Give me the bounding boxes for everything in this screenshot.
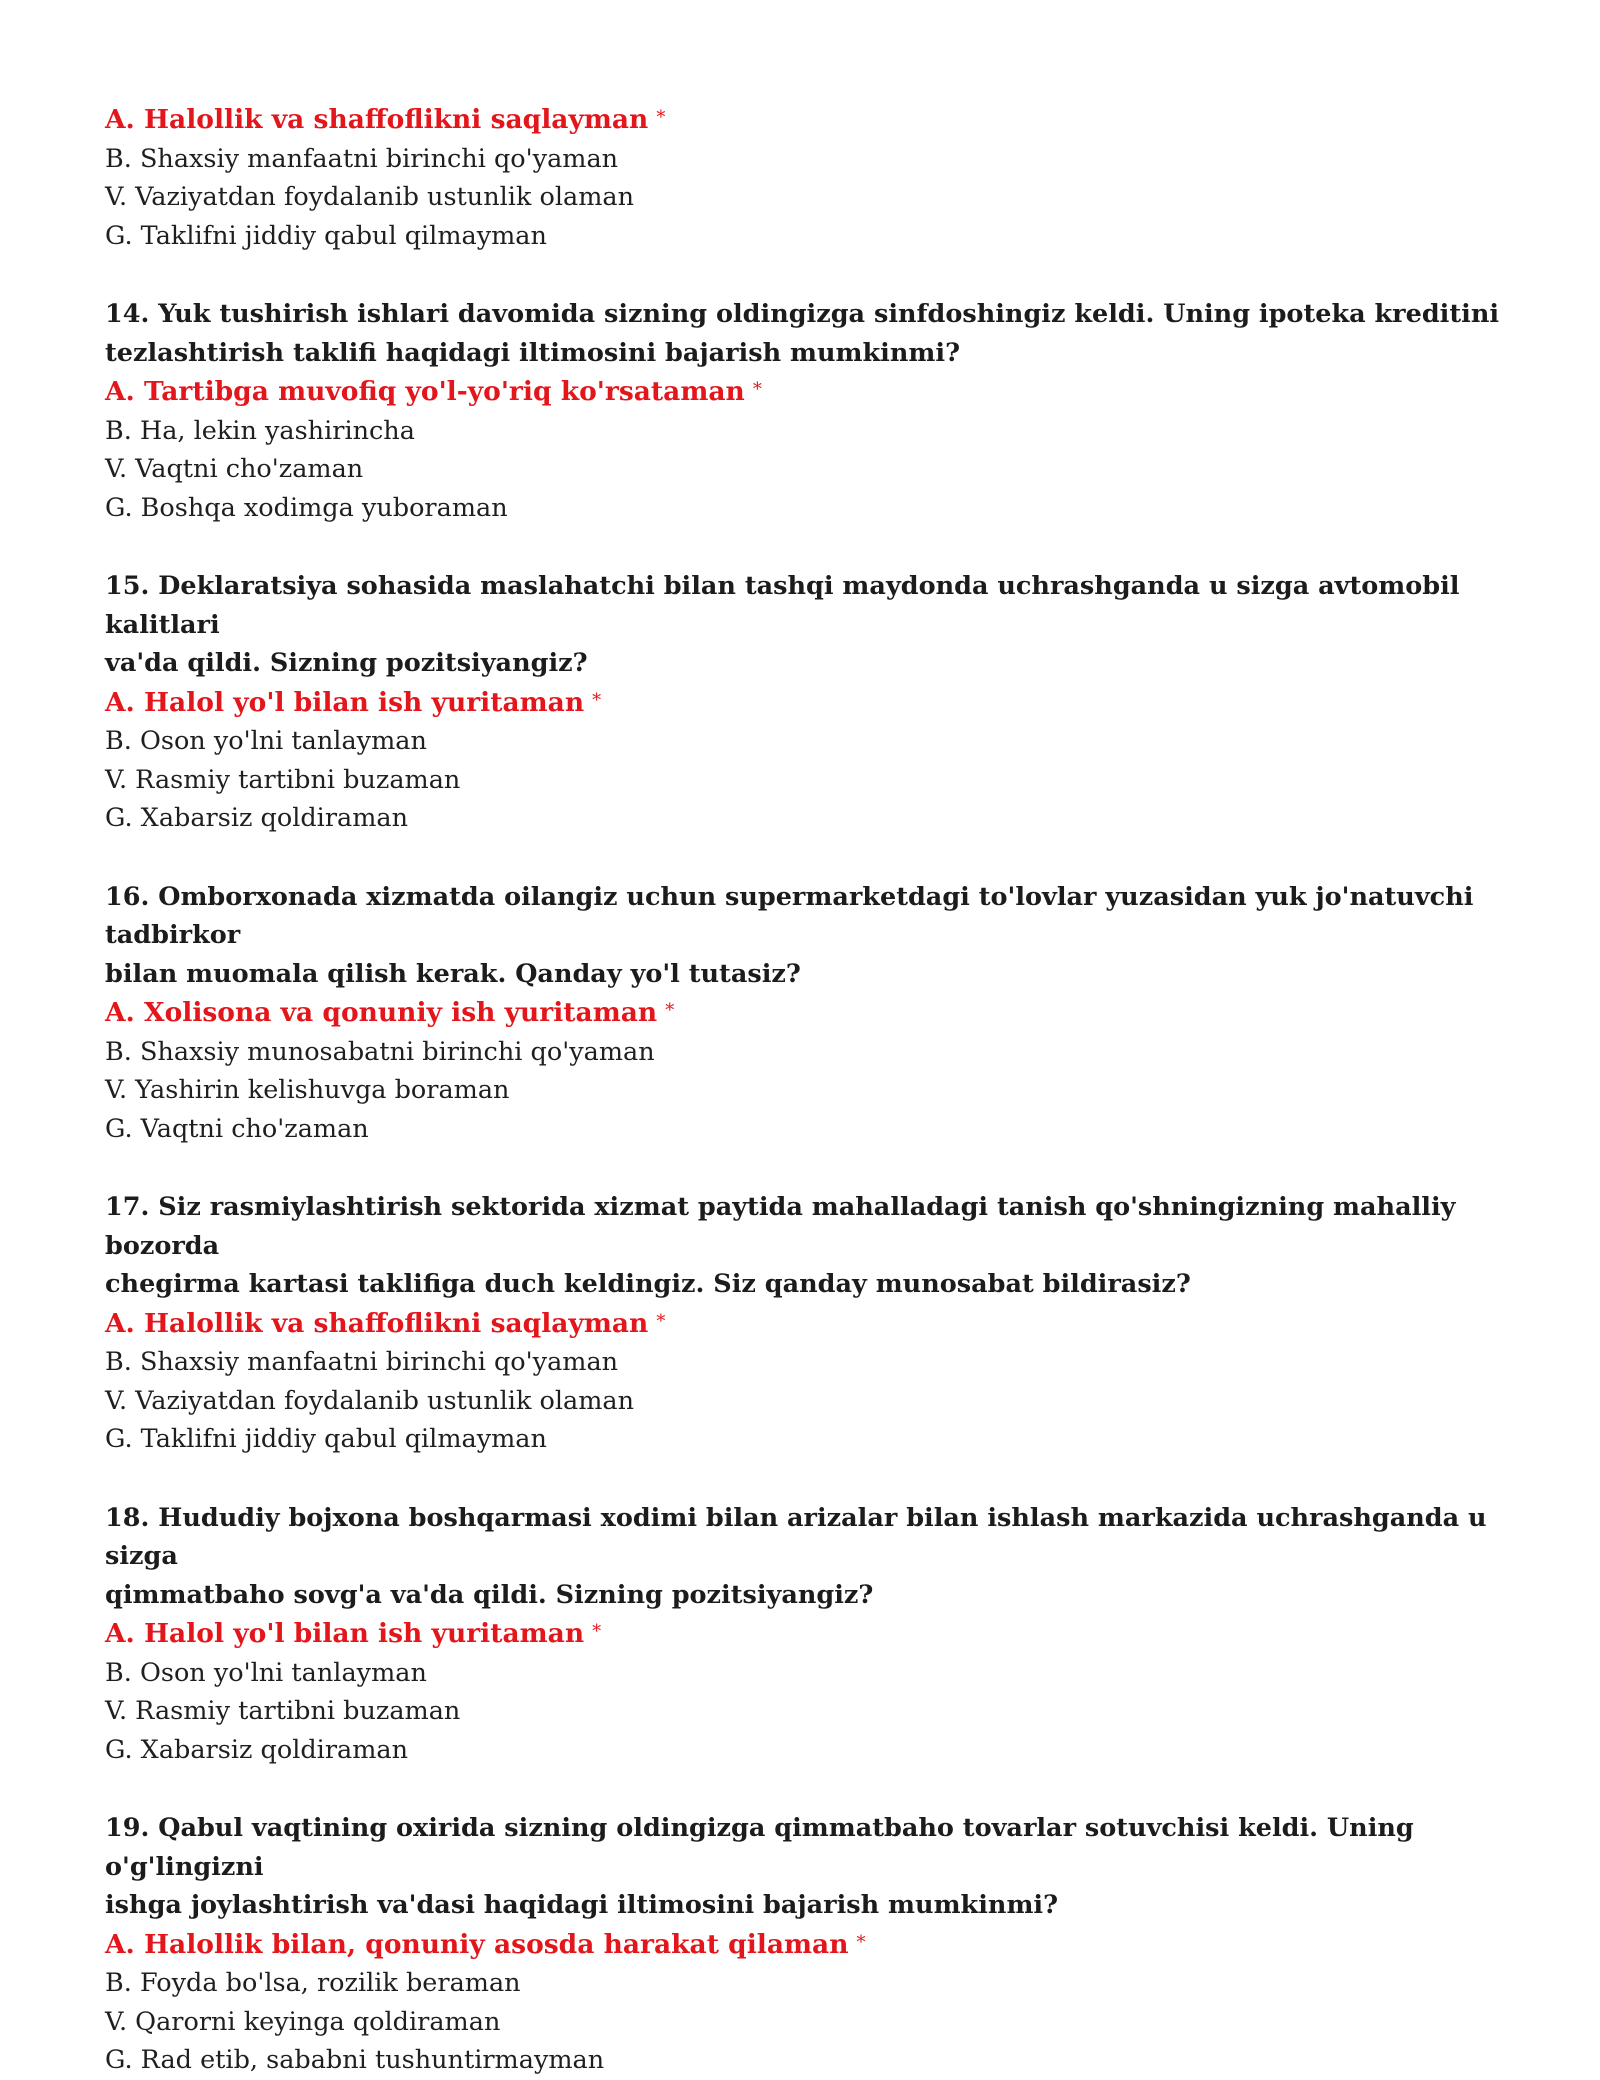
option: G. Boshqa xodimga yuboraman bbox=[105, 492, 508, 523]
question-text: 19. Qabul vaqtining oxirida sizning oldingizga qimmatbaho tovarlar sotuvchisi keldi. Uning o'g'lingizni ishga joylashtirish va'dasi haqidagi iltimosini bajarish mumkinmi? bbox=[105, 1813, 1414, 1920]
question-text: 18. Hududiy bojxona boshqarmasi xodimi bilan arizalar bilan ishlash markazida uchrashganda u sizga qimmatbaho sovg'a va'da qildi. Sizning pozitsiyangiz? bbox=[105, 1502, 1487, 1610]
question-17 bbox=[105, 1188, 1525, 1459]
option-correct: A. Halol yo'l bilan ish yuritaman * bbox=[105, 1618, 602, 1649]
option: G. Vaqtni cho'zaman bbox=[105, 1113, 369, 1144]
option: V. Qarorni keyinga qoldiraman bbox=[105, 2006, 501, 2037]
option: B. Oson yo'lni tanlayman bbox=[105, 1657, 427, 1688]
correct-marker: * bbox=[656, 107, 666, 128]
option: V. Rasmiy tartibni buzaman bbox=[105, 764, 461, 795]
question-14 bbox=[105, 295, 1525, 527]
question-text: 14. Yuk tushirish ishlari davomida sizning oldingizga sinfdoshingiz keldi. Uning ipoteka kreditini tezlashtirish taklifi haqidagi iltimosini bajarish mumkinmi? bbox=[105, 299, 1500, 368]
option-correct: A. Halollik va shaffoflikni saqlayman * bbox=[105, 1307, 666, 1339]
question-text: 15. Deklaratsiya sohasida maslahatchi bilan tashqi maydonda uchrashganda u sizga avtomobil kalitlari va'da qildi. Sizning pozitsiyangiz? bbox=[105, 571, 1460, 678]
option: B. Foyda bo'lsa, rozilik beraman bbox=[105, 1968, 521, 1998]
option: V. Yashirin kelishuvga boraman bbox=[105, 1075, 510, 1105]
question-19 bbox=[105, 1809, 1525, 2080]
option-correct: A. Halol yo'l bilan ish yuritaman * bbox=[105, 686, 602, 718]
question-text: 16. Omborxonada xizmatda oilangiz uchun supermarketdagi to'lovlar yuzasidan yuk jo'natuvchi tadbirkor bilan muomala qilish kerak. Qanday yo'l tutasiz? bbox=[105, 881, 1474, 989]
question-15 bbox=[105, 567, 1525, 838]
option: V. Vaziyatdan foydalanib ustunlik olaman bbox=[105, 182, 635, 212]
question-fragment bbox=[105, 101, 1525, 255]
option-correct: A. Halollik va shaffoflikni saqlayman * bbox=[105, 104, 666, 135]
option: V. Vaziyatdan foydalanib ustunlik olaman bbox=[105, 1385, 635, 1416]
option: G. Taklifni jiddiy qabul qilmayman bbox=[105, 220, 547, 251]
option: B. Oson yo'lni tanlayman bbox=[105, 726, 427, 756]
option: G. Xabarsiz qoldiraman bbox=[105, 1734, 409, 1765]
correct-marker: * bbox=[665, 1000, 675, 1021]
correct-marker: * bbox=[592, 1621, 602, 1642]
question-16 bbox=[105, 878, 1525, 1149]
option: B. Shaxsiy munosabatni birinchi qo'yaman bbox=[105, 1036, 655, 1067]
option: B. Shaxsiy manfaatni birinchi qo'yaman bbox=[105, 143, 619, 174]
correct-marker: * bbox=[592, 689, 602, 711]
option: G. Xabarsiz qoldiraman bbox=[105, 803, 409, 833]
option-correct: A. Xolisona va qonuniy ish yuritaman * bbox=[105, 997, 675, 1028]
option: V. Vaqtni cho'zaman bbox=[105, 454, 364, 484]
correct-marker: * bbox=[656, 1310, 666, 1332]
option: B. Ha, lekin yashirincha bbox=[105, 415, 415, 446]
correct-marker: * bbox=[856, 1931, 866, 1953]
option-correct: A. Halollik bilan, qonuniy asosda harakat qilaman * bbox=[105, 1928, 866, 1960]
question-text: 17. Siz rasmiylashtirish sektorida xizmat paytida mahalladagi tanish qo'shningizning mahalliy bozorda chegirma kartasi taklifiga duch keldingiz. Siz qanday munosabat bildirasiz? bbox=[105, 1192, 1456, 1299]
option: G. Taklifni jiddiy qabul qilmayman bbox=[105, 1424, 547, 1454]
correct-marker: * bbox=[752, 379, 762, 400]
option: V. Rasmiy tartibni buzaman bbox=[105, 1696, 461, 1726]
document-page bbox=[105, 101, 1525, 2080]
question-18 bbox=[105, 1499, 1525, 1770]
option: G. Rad etib, sababni tushuntirmayman bbox=[105, 2045, 605, 2075]
option-correct: A. Tartibga muvofiq yo'l-yo'riq ko'rsataman * bbox=[105, 376, 762, 407]
option: B. Shaxsiy manfaatni birinchi qo'yaman bbox=[105, 1347, 619, 1377]
